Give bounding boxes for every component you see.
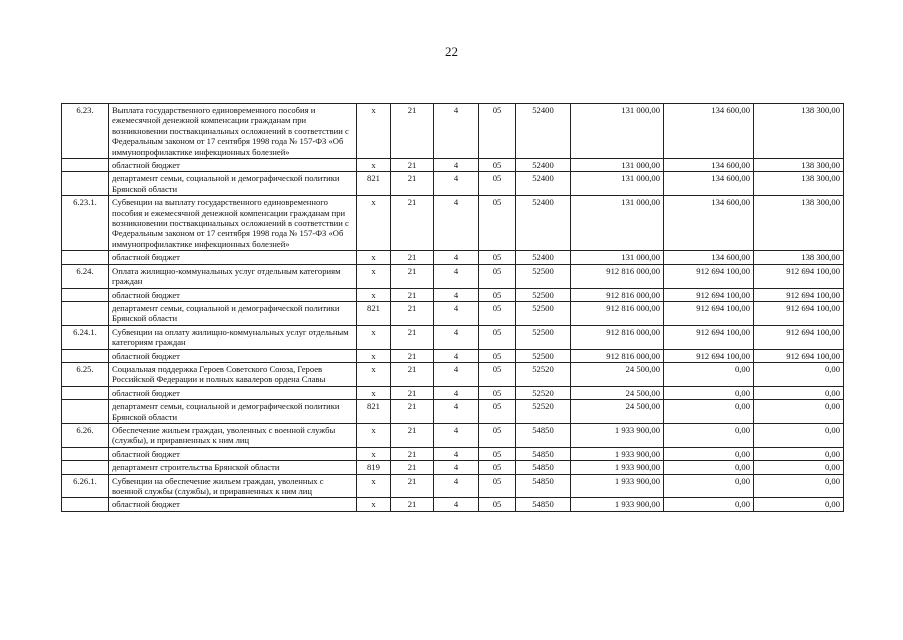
program-code-cell: 21 bbox=[391, 196, 434, 251]
department-code-cell: 821 bbox=[357, 301, 391, 325]
amount-year3-cell: 0,00 bbox=[754, 461, 844, 474]
amount-year2-cell: 134 600,00 bbox=[664, 159, 754, 172]
table-row bbox=[62, 386, 844, 399]
row-number-cell bbox=[62, 498, 109, 511]
program-code-cell: 21 bbox=[391, 288, 434, 301]
amount-year1-cell: 1 933 900,00 bbox=[571, 423, 664, 447]
table-row bbox=[62, 288, 844, 301]
measure-code-cell: 05 bbox=[479, 172, 516, 196]
amount-year1-cell: 1 933 900,00 bbox=[571, 474, 664, 498]
table-row bbox=[62, 104, 844, 159]
item-name-cell: департамент семьи, социальной и демографической политики Брянской области bbox=[109, 400, 357, 424]
row-number-cell bbox=[62, 301, 109, 325]
amount-year3-cell: 912 694 100,00 bbox=[754, 349, 844, 362]
subprogram-code-cell: 4 bbox=[434, 498, 479, 511]
measure-code-cell: 05 bbox=[479, 474, 516, 498]
measure-code-cell: 05 bbox=[479, 251, 516, 264]
item-name-cell: областной бюджет bbox=[109, 447, 357, 460]
amount-year1-cell: 912 816 000,00 bbox=[571, 349, 664, 362]
amount-year3-cell: 0,00 bbox=[754, 400, 844, 424]
direction-code-cell: 52500 bbox=[516, 325, 571, 349]
table-row bbox=[62, 447, 844, 460]
table-row bbox=[62, 423, 844, 447]
department-code-cell: х bbox=[357, 498, 391, 511]
row-number-cell: 6.23. bbox=[62, 104, 109, 159]
measure-code-cell: 05 bbox=[479, 325, 516, 349]
subprogram-code-cell: 4 bbox=[434, 288, 479, 301]
row-number-cell bbox=[62, 159, 109, 172]
amount-year1-cell: 24 500,00 bbox=[571, 400, 664, 424]
amount-year1-cell: 131 000,00 bbox=[571, 196, 664, 251]
department-code-cell: х bbox=[357, 264, 391, 288]
measure-code-cell: 05 bbox=[479, 264, 516, 288]
direction-code-cell: 52520 bbox=[516, 386, 571, 399]
amount-year1-cell: 912 816 000,00 bbox=[571, 301, 664, 325]
table-row bbox=[62, 474, 844, 498]
row-number-cell bbox=[62, 172, 109, 196]
program-code-cell: 21 bbox=[391, 251, 434, 264]
amount-year1-cell: 912 816 000,00 bbox=[571, 325, 664, 349]
direction-code-cell: 52520 bbox=[516, 362, 571, 386]
measure-code-cell: 05 bbox=[479, 159, 516, 172]
amount-year2-cell: 0,00 bbox=[664, 423, 754, 447]
amount-year1-cell: 131 000,00 bbox=[571, 104, 664, 159]
page-number: 22 bbox=[445, 44, 458, 59]
measure-code-cell: 05 bbox=[479, 461, 516, 474]
table-row bbox=[62, 159, 844, 172]
direction-code-cell: 52520 bbox=[516, 400, 571, 424]
amount-year2-cell: 134 600,00 bbox=[664, 196, 754, 251]
amount-year1-cell: 131 000,00 bbox=[571, 159, 664, 172]
row-number-cell bbox=[62, 461, 109, 474]
amount-year1-cell: 912 816 000,00 bbox=[571, 288, 664, 301]
measure-code-cell: 05 bbox=[479, 423, 516, 447]
program-code-cell: 21 bbox=[391, 104, 434, 159]
subprogram-code-cell: 4 bbox=[434, 325, 479, 349]
direction-code-cell: 54850 bbox=[516, 447, 571, 460]
direction-code-cell: 54850 bbox=[516, 474, 571, 498]
table-row bbox=[62, 264, 844, 288]
amount-year2-cell: 912 694 100,00 bbox=[664, 325, 754, 349]
subprogram-code-cell: 4 bbox=[434, 474, 479, 498]
amount-year3-cell: 0,00 bbox=[754, 474, 844, 498]
department-code-cell: х bbox=[357, 386, 391, 399]
item-name-cell: Социальная поддержка Героев Советского Союза, Героев Российской Федерации и полных кавалеров ордена Славы bbox=[109, 362, 357, 386]
subprogram-code-cell: 4 bbox=[434, 104, 479, 159]
department-code-cell: 821 bbox=[357, 400, 391, 424]
measure-code-cell: 05 bbox=[479, 386, 516, 399]
item-name-cell: областной бюджет bbox=[109, 498, 357, 511]
row-number-cell bbox=[62, 288, 109, 301]
department-code-cell: 821 bbox=[357, 172, 391, 196]
measure-code-cell: 05 bbox=[479, 447, 516, 460]
program-code-cell: 21 bbox=[391, 172, 434, 196]
row-number-cell bbox=[62, 251, 109, 264]
subprogram-code-cell: 4 bbox=[434, 301, 479, 325]
amount-year1-cell: 24 500,00 bbox=[571, 386, 664, 399]
measure-code-cell: 05 bbox=[479, 301, 516, 325]
subprogram-code-cell: 4 bbox=[434, 423, 479, 447]
amount-year2-cell: 0,00 bbox=[664, 474, 754, 498]
program-code-cell: 21 bbox=[391, 159, 434, 172]
subprogram-code-cell: 4 bbox=[434, 196, 479, 251]
item-name-cell: областной бюджет bbox=[109, 288, 357, 301]
amount-year1-cell: 1 933 900,00 bbox=[571, 447, 664, 460]
row-number-cell: 6.26.1. bbox=[62, 474, 109, 498]
department-code-cell: х bbox=[357, 447, 391, 460]
department-code-cell: х bbox=[357, 288, 391, 301]
program-code-cell: 21 bbox=[391, 423, 434, 447]
amount-year3-cell: 138 300,00 bbox=[754, 251, 844, 264]
measure-code-cell: 05 bbox=[479, 498, 516, 511]
table-row bbox=[62, 325, 844, 349]
direction-code-cell: 52400 bbox=[516, 196, 571, 251]
program-code-cell: 21 bbox=[391, 349, 434, 362]
row-number-cell: 6.25. bbox=[62, 362, 109, 386]
program-code-cell: 21 bbox=[391, 362, 434, 386]
amount-year2-cell: 912 694 100,00 bbox=[664, 349, 754, 362]
program-code-cell: 21 bbox=[391, 474, 434, 498]
subprogram-code-cell: 4 bbox=[434, 172, 479, 196]
table-row bbox=[62, 301, 844, 325]
item-name-cell: департамент семьи, социальной и демографической политики Брянской области bbox=[109, 172, 357, 196]
table-row bbox=[62, 498, 844, 511]
budget-table bbox=[61, 103, 844, 512]
amount-year1-cell: 131 000,00 bbox=[571, 251, 664, 264]
program-code-cell: 21 bbox=[391, 325, 434, 349]
table-row bbox=[62, 172, 844, 196]
direction-code-cell: 52400 bbox=[516, 104, 571, 159]
program-code-cell: 21 bbox=[391, 400, 434, 424]
amount-year2-cell: 134 600,00 bbox=[664, 172, 754, 196]
amount-year3-cell: 0,00 bbox=[754, 362, 844, 386]
direction-code-cell: 52400 bbox=[516, 172, 571, 196]
amount-year2-cell: 134 600,00 bbox=[664, 251, 754, 264]
subprogram-code-cell: 4 bbox=[434, 447, 479, 460]
amount-year3-cell: 0,00 bbox=[754, 423, 844, 447]
item-name-cell: Выплата государственного единовременного пособия и ежемесячной денежной компенсации гражданам при возникновении поствакцинальных осложнений в соответствии с Федеральным законом от 17 сентября 1998 года № 157-ФЗ «Об иммунопрофилактике инфекционных болезней» bbox=[109, 104, 357, 159]
amount-year3-cell: 138 300,00 bbox=[754, 196, 844, 251]
amount-year3-cell: 912 694 100,00 bbox=[754, 325, 844, 349]
subprogram-code-cell: 4 bbox=[434, 264, 479, 288]
item-name-cell: Оплата жилищно-коммунальных услуг отдельным категориям граждан bbox=[109, 264, 357, 288]
direction-code-cell: 52500 bbox=[516, 264, 571, 288]
row-number-cell bbox=[62, 400, 109, 424]
direction-code-cell: 54850 bbox=[516, 423, 571, 447]
amount-year3-cell: 138 300,00 bbox=[754, 159, 844, 172]
amount-year2-cell: 0,00 bbox=[664, 362, 754, 386]
item-name-cell: Субвенции на оплату жилищно-коммунальных услуг отдельным категориям граждан bbox=[109, 325, 357, 349]
amount-year2-cell: 0,00 bbox=[664, 400, 754, 424]
measure-code-cell: 05 bbox=[479, 104, 516, 159]
row-number-cell: 6.26. bbox=[62, 423, 109, 447]
item-name-cell: департамент строительства Брянской области bbox=[109, 461, 357, 474]
direction-code-cell: 52500 bbox=[516, 349, 571, 362]
department-code-cell: х bbox=[357, 423, 391, 447]
table-row bbox=[62, 196, 844, 251]
amount-year1-cell: 131 000,00 bbox=[571, 172, 664, 196]
table-row bbox=[62, 400, 844, 424]
table-row bbox=[62, 461, 844, 474]
measure-code-cell: 05 bbox=[479, 400, 516, 424]
direction-code-cell: 54850 bbox=[516, 498, 571, 511]
amount-year3-cell: 138 300,00 bbox=[754, 172, 844, 196]
subprogram-code-cell: 4 bbox=[434, 159, 479, 172]
item-name-cell: Обеспечение жильем граждан, уволенных с военной службы (службы), и приравненных к ним лиц bbox=[109, 423, 357, 447]
direction-code-cell: 52400 bbox=[516, 159, 571, 172]
amount-year3-cell: 912 694 100,00 bbox=[754, 288, 844, 301]
program-code-cell: 21 bbox=[391, 386, 434, 399]
table-body bbox=[62, 104, 844, 512]
subprogram-code-cell: 4 bbox=[434, 386, 479, 399]
measure-code-cell: 05 bbox=[479, 362, 516, 386]
direction-code-cell: 54850 bbox=[516, 461, 571, 474]
direction-code-cell: 52500 bbox=[516, 301, 571, 325]
department-code-cell: х bbox=[357, 159, 391, 172]
program-code-cell: 21 bbox=[391, 264, 434, 288]
amount-year2-cell: 912 694 100,00 bbox=[664, 264, 754, 288]
row-number-cell: 6.23.1. bbox=[62, 196, 109, 251]
table-row bbox=[62, 251, 844, 264]
subprogram-code-cell: 4 bbox=[434, 349, 479, 362]
direction-code-cell: 52500 bbox=[516, 288, 571, 301]
direction-code-cell: 52400 bbox=[516, 251, 571, 264]
program-code-cell: 21 bbox=[391, 498, 434, 511]
measure-code-cell: 05 bbox=[479, 349, 516, 362]
amount-year3-cell: 912 694 100,00 bbox=[754, 264, 844, 288]
item-name-cell: областной бюджет bbox=[109, 386, 357, 399]
item-name-cell: департамент семьи, социальной и демографической политики Брянской области bbox=[109, 301, 357, 325]
amount-year1-cell: 1 933 900,00 bbox=[571, 498, 664, 511]
measure-code-cell: 05 bbox=[479, 196, 516, 251]
amount-year1-cell: 912 816 000,00 bbox=[571, 264, 664, 288]
department-code-cell: х bbox=[357, 349, 391, 362]
program-code-cell: 21 bbox=[391, 301, 434, 325]
amount-year3-cell: 0,00 bbox=[754, 498, 844, 511]
amount-year2-cell: 0,00 bbox=[664, 386, 754, 399]
department-code-cell: х bbox=[357, 196, 391, 251]
amount-year2-cell: 0,00 bbox=[664, 498, 754, 511]
row-number-cell: 6.24. bbox=[62, 264, 109, 288]
amount-year2-cell: 134 600,00 bbox=[664, 104, 754, 159]
subprogram-code-cell: 4 bbox=[434, 461, 479, 474]
item-name-cell: областной бюджет bbox=[109, 251, 357, 264]
amount-year2-cell: 912 694 100,00 bbox=[664, 301, 754, 325]
amount-year2-cell: 0,00 bbox=[664, 461, 754, 474]
amount-year3-cell: 0,00 bbox=[754, 447, 844, 460]
measure-code-cell: 05 bbox=[479, 288, 516, 301]
amount-year3-cell: 0,00 bbox=[754, 386, 844, 399]
table-row bbox=[62, 349, 844, 362]
row-number-cell bbox=[62, 349, 109, 362]
subprogram-code-cell: 4 bbox=[434, 362, 479, 386]
program-code-cell: 21 bbox=[391, 461, 434, 474]
department-code-cell: х bbox=[357, 474, 391, 498]
row-number-cell bbox=[62, 386, 109, 399]
table-row bbox=[62, 362, 844, 386]
subprogram-code-cell: 4 bbox=[434, 251, 479, 264]
department-code-cell: 819 bbox=[357, 461, 391, 474]
amount-year1-cell: 24 500,00 bbox=[571, 362, 664, 386]
amount-year1-cell: 1 933 900,00 bbox=[571, 461, 664, 474]
program-code-cell: 21 bbox=[391, 447, 434, 460]
department-code-cell: х bbox=[357, 325, 391, 349]
row-number-cell: 6.24.1. bbox=[62, 325, 109, 349]
subprogram-code-cell: 4 bbox=[434, 400, 479, 424]
department-code-cell: х bbox=[357, 251, 391, 264]
department-code-cell: х bbox=[357, 104, 391, 159]
item-name-cell: Субвенции на обеспечение жильем граждан, уволенных с военной службы (службы), и приравненных к ним лиц bbox=[109, 474, 357, 498]
item-name-cell: областной бюджет bbox=[109, 159, 357, 172]
row-number-cell bbox=[62, 447, 109, 460]
department-code-cell: х bbox=[357, 362, 391, 386]
amount-year2-cell: 0,00 bbox=[664, 447, 754, 460]
item-name-cell: Субвенции на выплату государственного единовременного пособия и ежемесячной денежной компенсации гражданам при возникновении поствакцинальных осложнений в соответствии с Федеральным законом от 17 сентября 1998 года № 157-ФЗ «Об иммунопрофилактике инфекционных болезней» bbox=[109, 196, 357, 251]
amount-year2-cell: 912 694 100,00 bbox=[664, 288, 754, 301]
amount-year3-cell: 912 694 100,00 bbox=[754, 301, 844, 325]
item-name-cell: областной бюджет bbox=[109, 349, 357, 362]
amount-year3-cell: 138 300,00 bbox=[754, 104, 844, 159]
